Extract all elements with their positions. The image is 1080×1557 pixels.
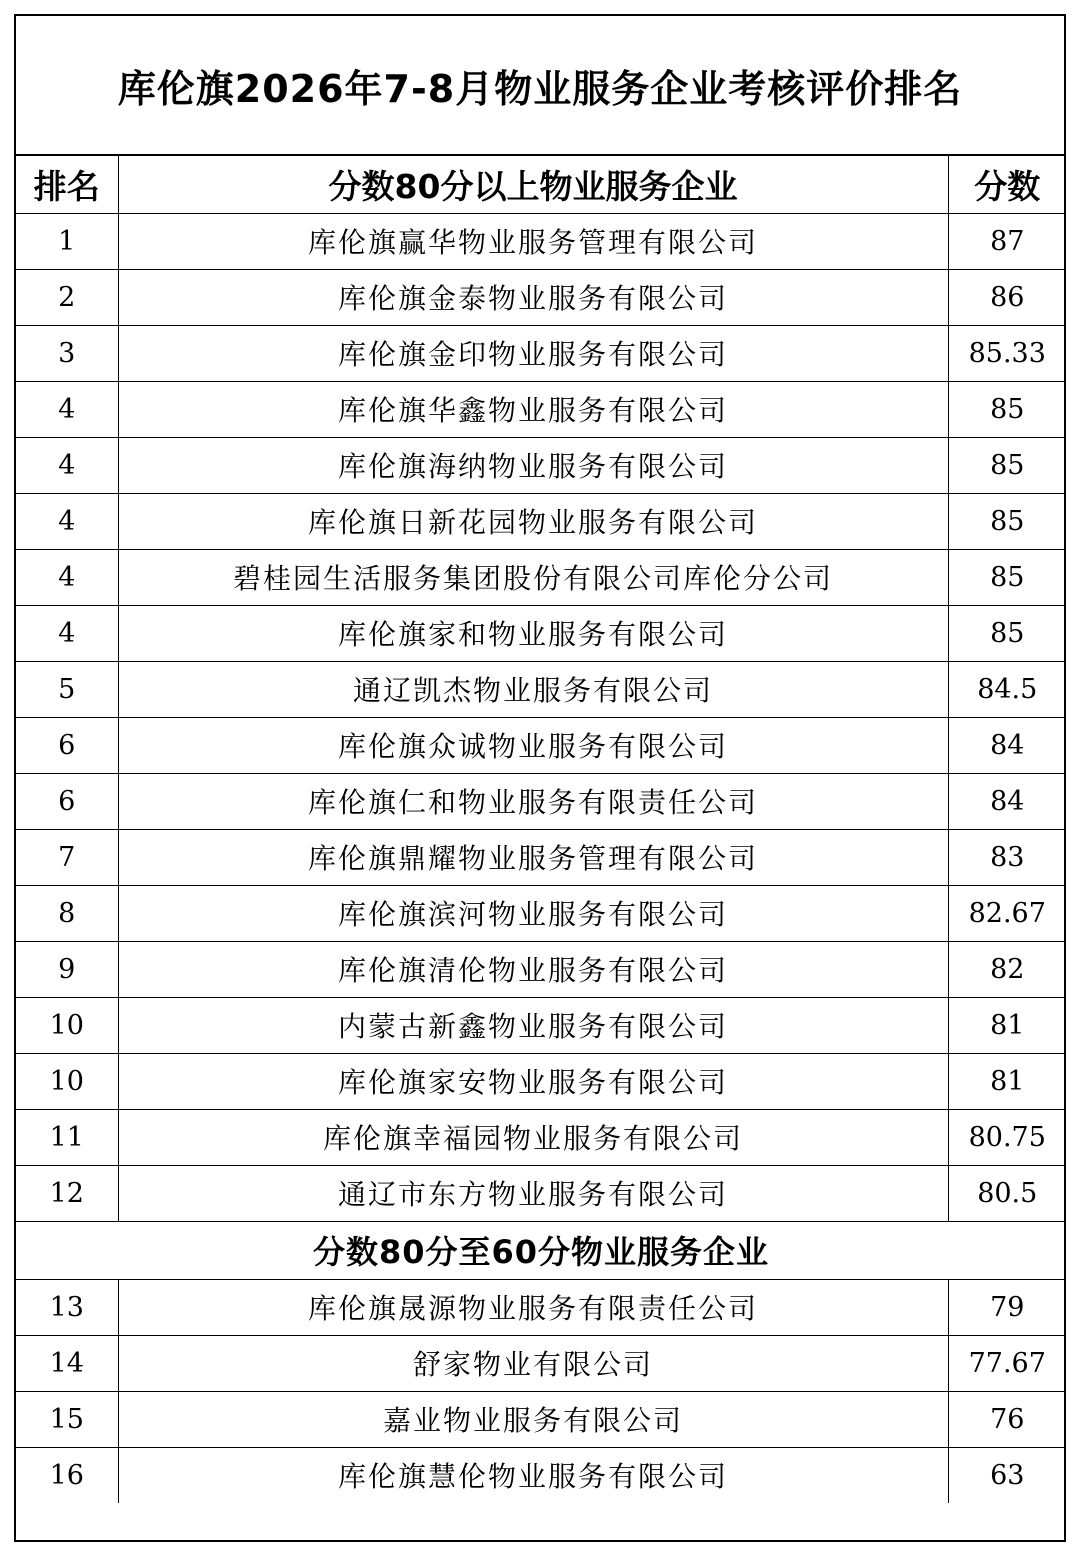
score-cell: 81 (948, 1053, 1066, 1109)
rank-cell: 8 (16, 885, 118, 941)
table-row (16, 437, 1066, 493)
table-row (16, 829, 1066, 885)
table-row (16, 1391, 1066, 1447)
table-row (16, 1335, 1066, 1391)
company-name-cell: 库伦旗日新花园物业服务有限公司 (118, 493, 948, 549)
table-row (16, 269, 1066, 325)
company-name-cell: 库伦旗家安物业服务有限公司 (118, 1053, 948, 1109)
company-name-cell: 库伦旗海纳物业服务有限公司 (118, 437, 948, 493)
header-score: 分数 (948, 156, 1066, 213)
score-cell: 87 (948, 213, 1066, 269)
score-cell: 82 (948, 941, 1066, 997)
rank-cell: 14 (16, 1335, 118, 1391)
score-cell: 80.75 (948, 1109, 1066, 1165)
company-name-cell: 库伦旗鼎耀物业服务管理有限公司 (118, 829, 948, 885)
score-cell: 85 (948, 381, 1066, 437)
rank-cell: 10 (16, 997, 118, 1053)
section-row (16, 1221, 1066, 1279)
company-name-cell: 舒家物业有限公司 (118, 1335, 948, 1391)
score-cell: 81 (948, 997, 1066, 1053)
score-cell: 85 (948, 605, 1066, 661)
rank-cell: 1 (16, 213, 118, 269)
score-cell: 84 (948, 717, 1066, 773)
company-name-cell: 通辽凯杰物业服务有限公司 (118, 661, 948, 717)
table-row (16, 381, 1066, 437)
table-row (16, 493, 1066, 549)
rank-cell: 11 (16, 1109, 118, 1165)
table-row (16, 549, 1066, 605)
company-name-cell: 库伦旗赢华物业服务管理有限公司 (118, 213, 948, 269)
company-name-cell: 嘉业物业服务有限公司 (118, 1391, 948, 1447)
table-row (16, 213, 1066, 269)
rank-cell: 2 (16, 269, 118, 325)
score-cell: 82.67 (948, 885, 1066, 941)
ranking-table (16, 156, 1066, 1503)
rank-cell: 4 (16, 605, 118, 661)
company-name-cell: 库伦旗幸福园物业服务有限公司 (118, 1109, 948, 1165)
company-name-cell: 库伦旗晟源物业服务有限责任公司 (118, 1279, 948, 1335)
score-cell: 80.5 (948, 1165, 1066, 1221)
table-row (16, 1447, 1066, 1503)
score-cell: 85 (948, 437, 1066, 493)
rank-cell: 4 (16, 437, 118, 493)
rank-cell: 5 (16, 661, 118, 717)
rank-cell: 9 (16, 941, 118, 997)
rank-cell: 15 (16, 1391, 118, 1447)
rank-cell: 3 (16, 325, 118, 381)
rank-cell: 6 (16, 717, 118, 773)
rank-cell: 7 (16, 829, 118, 885)
rank-cell: 4 (16, 549, 118, 605)
score-cell: 84 (948, 773, 1066, 829)
table-row (16, 997, 1066, 1053)
rank-cell: 12 (16, 1165, 118, 1221)
table-row (16, 1165, 1066, 1221)
company-name-cell: 库伦旗众诚物业服务有限公司 (118, 717, 948, 773)
table-row (16, 1053, 1066, 1109)
rank-cell: 4 (16, 493, 118, 549)
score-cell: 76 (948, 1391, 1066, 1447)
header-name: 分数80分以上物业服务企业 (118, 156, 948, 213)
company-name-cell: 库伦旗华鑫物业服务有限公司 (118, 381, 948, 437)
table-row (16, 941, 1066, 997)
page-title: 库伦旗2026年7-8月物业服务企业考核评价排名 (16, 16, 1064, 156)
company-name-cell: 库伦旗滨河物业服务有限公司 (118, 885, 948, 941)
score-cell: 85.33 (948, 325, 1066, 381)
table-row (16, 325, 1066, 381)
score-cell: 86 (948, 269, 1066, 325)
company-name-cell: 库伦旗仁和物业服务有限责任公司 (118, 773, 948, 829)
ranking-sheet (14, 14, 1066, 1542)
rank-cell: 10 (16, 1053, 118, 1109)
table-row (16, 885, 1066, 941)
score-cell: 83 (948, 829, 1066, 885)
company-name-cell: 库伦旗慧伦物业服务有限公司 (118, 1447, 948, 1503)
company-name-cell: 库伦旗金泰物业服务有限公司 (118, 269, 948, 325)
table-row (16, 605, 1066, 661)
rank-cell: 13 (16, 1279, 118, 1335)
table-row (16, 773, 1066, 829)
rank-cell: 4 (16, 381, 118, 437)
company-name-cell: 通辽市东方物业服务有限公司 (118, 1165, 948, 1221)
table-row (16, 717, 1066, 773)
rank-cell: 16 (16, 1447, 118, 1503)
company-name-cell: 库伦旗金印物业服务有限公司 (118, 325, 948, 381)
rank-cell: 6 (16, 773, 118, 829)
section-label: 分数80分至60分物业服务企业 (16, 1221, 1066, 1279)
company-name-cell: 内蒙古新鑫物业服务有限公司 (118, 997, 948, 1053)
score-cell: 79 (948, 1279, 1066, 1335)
table-row (16, 661, 1066, 717)
score-cell: 77.67 (948, 1335, 1066, 1391)
score-cell: 85 (948, 493, 1066, 549)
score-cell: 84.5 (948, 661, 1066, 717)
header-row (16, 156, 1066, 213)
score-cell: 63 (948, 1447, 1066, 1503)
company-name-cell: 库伦旗清伦物业服务有限公司 (118, 941, 948, 997)
table-row (16, 1279, 1066, 1335)
header-rank: 排名 (16, 156, 118, 213)
company-name-cell: 碧桂园生活服务集团股份有限公司库伦分公司 (118, 549, 948, 605)
table-row (16, 1109, 1066, 1165)
score-cell: 85 (948, 549, 1066, 605)
company-name-cell: 库伦旗家和物业服务有限公司 (118, 605, 948, 661)
